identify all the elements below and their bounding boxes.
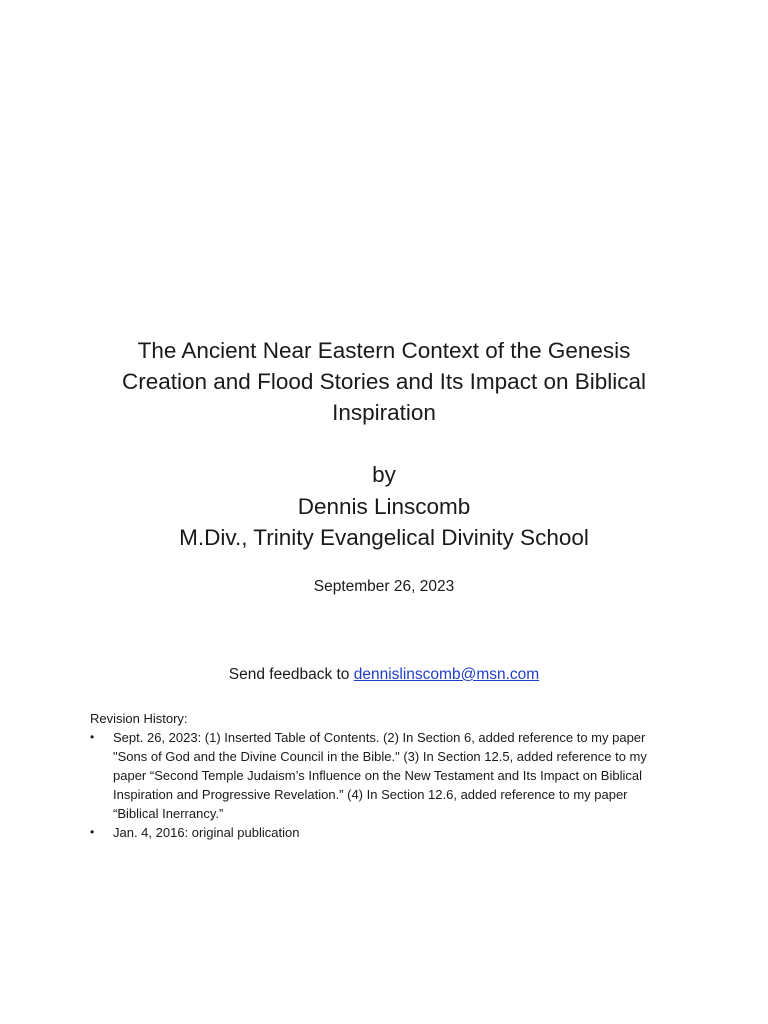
feedback-prefix: Send feedback to [228,666,354,683]
revision-item-text [113,728,690,823]
bullet-icon: • [90,825,95,839]
revision-line: "Sons of God and the Divine Council in the Bible." (3) In Section 12.5, added reference to my [113,749,647,764]
byline [60,459,708,554]
revision-item-text [113,823,690,842]
revision-history-heading: Revision History: [90,711,188,726]
revision-item [90,823,690,842]
document-title [60,335,708,428]
revision-list [90,728,690,842]
title-line: Inspiration [332,400,436,425]
author-name: Dennis Linscomb [297,493,471,519]
feedback-line [60,665,708,685]
revision-line: Sept. 26, 2023: (1) Inserted Table of Contents. (2) In Section 6, added reference to my paper [113,730,646,745]
revision-line: “Biblical Inerrancy.” [113,806,224,821]
feedback-email-link[interactable]: dennislinscomb@msn.com [353,666,540,683]
bullet-icon: • [90,730,95,744]
revision-item [90,728,690,823]
author-credentials: M.Div., Trinity Evangelical Divinity School [179,525,589,550]
revision-line: Jan. 4, 2016: original publication [113,825,300,840]
title-line: The Ancient Near Eastern Context of the Genesis [137,338,631,363]
revision-history [90,709,690,842]
revision-line: Inspiration and Progressive Revelation.” (4) In Section 12.6, added reference to my paper [113,787,628,802]
title-line: Creation and Flood Stories and Its Impact on Biblical [121,369,647,394]
revision-line: paper “Second Temple Judaism’s Influence on the New Testament and Its Impact on Biblical [113,768,642,783]
publication-date: September 26, 2023 [313,578,455,595]
byline-by: by [372,462,396,487]
